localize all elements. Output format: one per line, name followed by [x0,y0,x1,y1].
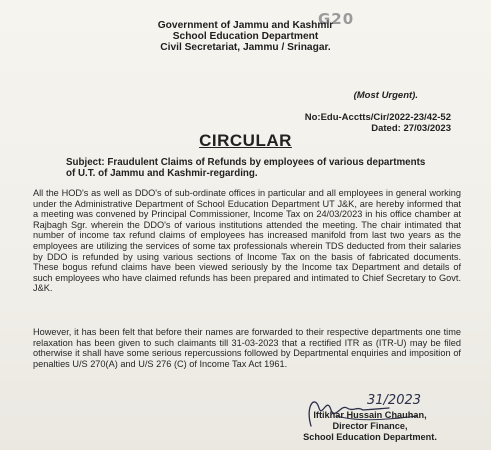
office-address: Civil Secretariat, Jammu / Srinagar. [160,42,331,53]
subject-line [66,157,426,179]
department-name: School Education Department [172,31,319,42]
signatory-name: Iftikhar Hussain Chauhan, [313,410,427,420]
subject-text: Fraudulent Claims of Refunds by employees of various departments of U.T. of Jammu and Kashmir-regarding. [66,157,426,179]
reference-date: Dated: 27/03/2023 [371,122,451,134]
subject-label: Subject: [66,157,105,168]
body-paragraph-1: All the HOD's as well as DDO's of sub-ordinate offices in particular and all employees in general working under the Administrative Department of School Education Department UT J&K, are hereby informed that a meeting was convened by Principal Commissioner, Income Tax on 24/03/2023 in his office chamber at Rajbagh Sgr. wherein the DDO's of various institutions attended the meeting. The chair intimated that number of income tax refund claims of employees has increased manifold from last two years as the employees are utilizing the services of some tax professionals wherein TDS deducted from their salaries by DDO is refunded by using various sections of Income Tax on the basis of fabricated documents. These bogus refund claims have been viewed seriously by the Income tax Department and details of such employees who have claimed refunds has been prepared and intimated to Chief Secretary to Govt. J&K. [33,188,461,294]
government-name: Government of Jammu and Kashmir [157,20,334,31]
urgency-note: (Most Urgent). [353,90,418,101]
g20-logo: G20 [318,10,355,28]
signatory-block [290,410,450,443]
signatory-department: School Education Department. [303,432,437,442]
letterhead [0,20,491,53]
document-title: CIRCULAR [199,131,292,150]
reference-number: No:Edu-Acctts/Cir/2022-23/42-52 [304,112,451,123]
signatory-designation: Director Finance, [332,421,408,431]
body-paragraph-2: However, it has been felt that before their names are forwarded to their respective departments one time relaxation has been given to such claimants till 31-03-2023 that a rectified ITR as (ITR-U) may be filed otherwise it shall have some serious repercussions followed by Departmental enquiries and imposition of penalties U/S 270(A) and U/S 276 (C) of Income Tax Act 1961. [33,327,461,369]
svg-text:31/2023: 31/2023 [367,393,422,408]
